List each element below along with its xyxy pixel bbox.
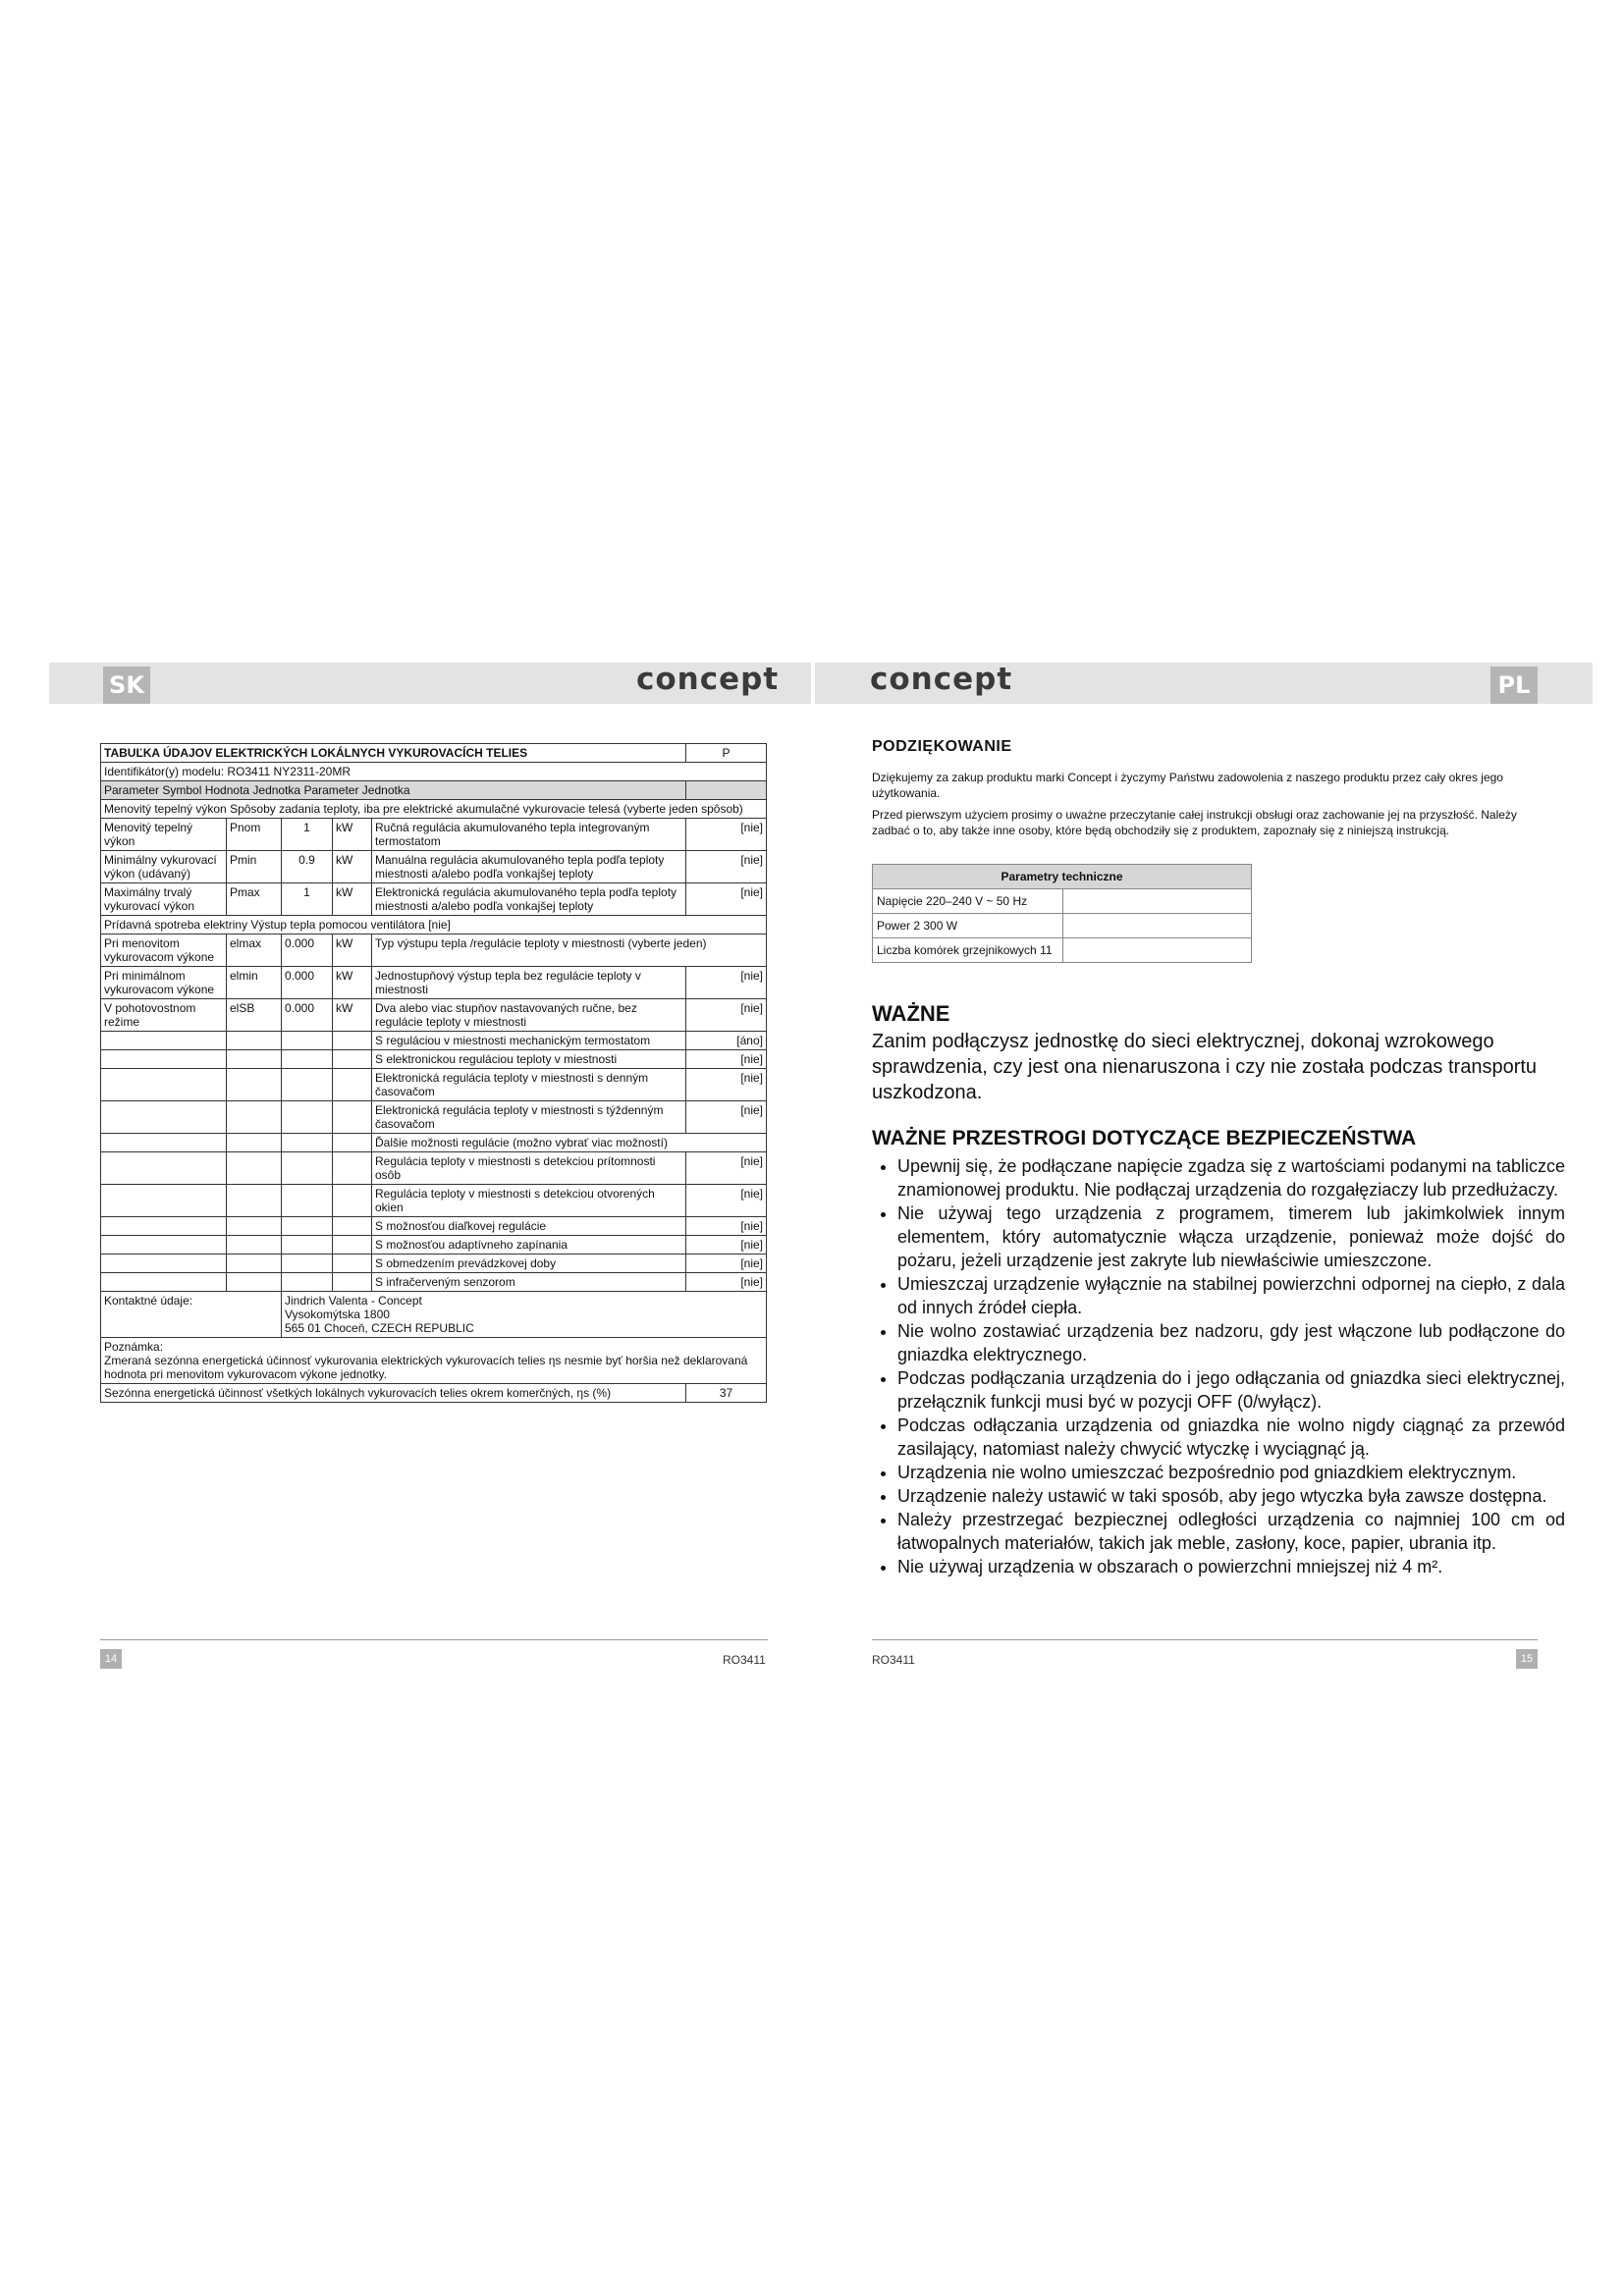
answer-cell: [nie] [686, 1217, 767, 1236]
desc-cell: Jednostupňový výstup tepla bez regulácie teploty v miestnosti [372, 967, 686, 999]
desc-cell: S možnosťou adaptívneho zapínania [372, 1236, 686, 1255]
answer-cell: [nie] [686, 1255, 767, 1273]
table-row [101, 819, 767, 851]
symbol-cell: Pmin [227, 851, 282, 883]
safety-list [872, 1154, 1565, 1578]
answer-cell: [nie] [686, 1101, 767, 1134]
table-title: TABUĽKA ÚDAJOV ELEKTRICKÝCH LOKÁLNYCH VYKUROVACÍCH TELIES [101, 744, 686, 763]
value-cell: 0.000 [282, 934, 333, 967]
brand-logo-right: concept [870, 662, 1013, 697]
desc-cell: Regulácia teploty v miestnosti s detekciou prítomnosti osôb [372, 1152, 686, 1185]
sk-data-table [100, 743, 767, 1403]
desc-cell: Elektronická regulácia akumulovaného tepla podľa teploty miestnosti a/alebo podľa vonkajšej teploty [372, 883, 686, 916]
desc-cell: S obmedzením prevádzkovej doby [372, 1255, 686, 1273]
table-row [101, 1050, 767, 1069]
seasonal-row [101, 1384, 767, 1403]
table-row [101, 851, 767, 883]
heat-output-label: Menovitý tepelný výkon Spôsoby zadania teploty, iba pre elektrické akumulačné vykurovacie telesá (vyberte jeden spôsob) [101, 800, 767, 819]
page-number-left: 14 [100, 1649, 122, 1669]
symbol-cell: Pmax [227, 883, 282, 916]
value-cell: 0.000 [282, 967, 333, 999]
footer-divider-right [872, 1639, 1538, 1640]
seasonal-label: Sezónna energetická účinnosť všetkých lokálnych vykurovacích telies okrem komerčných, ηs (%) [101, 1384, 686, 1403]
desc-cell: Dva alebo viac stupňov nastavovaných ručne, bez regulácie teploty v miestnosti [372, 999, 686, 1032]
thanks-heading: PODZIĘKOWANIE [872, 738, 1012, 755]
answer-cell: [nie] [686, 1050, 767, 1069]
desc-cell: Manuálna regulácia akumulovaného tepla podľa teploty miestnosti a/alebo podľa vonkajšej teploty [372, 851, 686, 883]
note-label: Poznámka: [104, 1340, 164, 1354]
param-cell: Napięcie 220–240 V ~ 50 Hz [873, 889, 1063, 914]
list-item: • Upewnij się, że podłączane napięcie zgadza się z wartościami podanymi na tabliczce znamionowej produktu. Nie podłączaj urządzenia do rozgałęziaczy lub przedłużaczy. [897, 1154, 1565, 1201]
list-item: • Urządzenia nie wolno umieszczać bezpośrednio pod gniazdkiem elektrycznym. [897, 1461, 1565, 1484]
unit-cell: kW [333, 851, 372, 883]
answer-cell: [nie] [686, 1236, 767, 1255]
param-cell: Power 2 300 W [873, 914, 1063, 938]
symbol-cell: Pnom [227, 819, 282, 851]
answer-cell: [nie] [686, 999, 767, 1032]
param-cell: Pri menovitom vykurovacom výkone [101, 934, 227, 967]
list-item: • Podczas podłączania urządzenia do i jego odłączania od gniazdka sieci elektrycznej, przełącznik funkcji musi być w pozycji OFF (0/wyłącz). [897, 1366, 1565, 1414]
answer-cell: [nie] [686, 1152, 767, 1185]
list-item: • Nie używaj tego urządzenia z programem, timerem lub jakimkolwiek innym elementem, który automatycznie włącza urządzenie, ponieważ może dojść do pożaru, jeżeli urządzenie jest zakryte lub niewłaściwie umieszczone. [897, 1201, 1565, 1272]
list-item: • Nie wolno zostawiać urządzenia bez nadzoru, gdy jest włączone lub podłączone do gniazdka elektrycznego. [897, 1319, 1565, 1366]
important-heading: WAŻNE [872, 1001, 950, 1026]
unit-cell: kW [333, 999, 372, 1032]
intro-paragraph-1: Dziękujemy za zakup produktu marki Concept i życzymy Państwu zadowolenia z naszego produktu przez cały okres jego użytkowania. [872, 771, 1503, 800]
important-text: Zanim podłączysz jednostkę do sieci elektrycznej, dokonaj wzrokowego sprawdzenia, czy jest ona nienaruszona i czy nie została podczas transportu uszkodzona. [872, 1031, 1538, 1103]
list-item: • Umieszczaj urządzenie wyłącznie na stabilnej powierzchni odpornej na ciepło, z dala od innych źródeł ciepła. [897, 1272, 1565, 1319]
table-row [873, 889, 1252, 914]
answer-cell: [nie] [686, 1273, 767, 1292]
language-badge-pl: PL [1490, 667, 1538, 704]
contact-details [282, 1292, 767, 1338]
unit-cell: kW [333, 819, 372, 851]
answer-cell: [nie] [686, 967, 767, 999]
answer-cell: [nie] [686, 819, 767, 851]
table-row [873, 914, 1252, 938]
table-row [101, 967, 767, 999]
note-cell [101, 1338, 767, 1384]
param-cell: V pohotovostnom režime [101, 999, 227, 1032]
table-title-row [101, 744, 767, 763]
params-title: Parametry techniczne [873, 865, 1252, 889]
desc-cell: S reguláciou v miestnosti mechanickým termostatom [372, 1032, 686, 1050]
footer-divider-left [100, 1639, 768, 1640]
list-item: • Należy przestrzegać bezpiecznej odległości urządzenia co najmniej 100 cm od łatwopalnych materiałów, takich jak meble, zasłony, koce, papier, ubrania itp. [897, 1508, 1565, 1555]
table-row [101, 1134, 767, 1152]
answer-cell: [nie] [686, 1069, 767, 1101]
table-title-p: P [686, 744, 767, 763]
param-cell: Pri minimálnom vykurovacom výkone [101, 967, 227, 999]
param-cell: Liczba komórek grzejnikowych 11 [873, 938, 1063, 963]
symbol-cell: elmax [227, 934, 282, 967]
param-cell: Maximálny trvalý vykurovací výkon [101, 883, 227, 916]
aux-label: Prídavná spotreba elektriny Výstup tepla pomocou ventilátora [nie] [101, 916, 767, 934]
list-item: • Nie używaj urządzenia w obszarach o powierzchni mniejszej niż 4 m². [897, 1555, 1565, 1578]
symbol-cell: elSB [227, 999, 282, 1032]
desc-cell: S infračerveným senzorom [372, 1273, 686, 1292]
contact-street: Vysokomýtska 1800 [285, 1308, 390, 1321]
table-row [101, 1236, 767, 1255]
language-badge-sk: SK [103, 667, 150, 704]
table-row [101, 1185, 767, 1217]
technical-params-table [872, 864, 1252, 963]
model-identifier: Identifikátor(y) modelu: RO3411 NY2311-20MR [101, 763, 767, 781]
note-text: Zmeraná sezónna energetická účinnosť vykurovania elektrických vykurovacích telies ηs nesmie byť horšia než deklarovaná hodnota pri menovitom vykurovacom výkone jednotky. [104, 1354, 748, 1381]
contact-city: 565 01 Choceň, CZECH REPUBLIC [285, 1321, 474, 1335]
answer-cell: [nie] [686, 1185, 767, 1217]
intro-paragraph-2: Przed pierwszym użyciem prosimy o uważne przeczytanie całej instrukcji obsługi oraz zachowanie jej na przyszłość. Należy zadbać o to, aby także inne osoby, które będą obchodziły się z produktem, zapoznały się z niniejszą instrukcją. [872, 808, 1517, 837]
table-row [873, 938, 1252, 963]
table-row [101, 1069, 767, 1101]
header-labels: Parameter Symbol Hodnota Jednotka Parameter Jednotka [101, 781, 686, 800]
param-cell: Minimálny vykurovací výkon (udávaný) [101, 851, 227, 883]
page-number-right: 15 [1516, 1649, 1538, 1669]
model-label-right: RO3411 [872, 1653, 915, 1667]
value-cell: 0.9 [282, 851, 333, 883]
desc-cell: Elektronická regulácia teploty v miestnosti s týždenným časovačom [372, 1101, 686, 1134]
heat-output-row [101, 800, 767, 819]
contact-label: Kontaktné údaje: [101, 1292, 282, 1338]
table-row [101, 1255, 767, 1273]
desc-cell: Ďalšie možnosti regulácie (možno vybrať viac možností) [372, 1134, 767, 1152]
aux-row [101, 916, 767, 934]
desc-cell: Ručná regulácia akumulovaného tepla integrovaným termostatom [372, 819, 686, 851]
seasonal-value: 37 [686, 1384, 767, 1403]
model-row [101, 763, 767, 781]
symbol-cell: elmin [227, 967, 282, 999]
table-row [101, 1217, 767, 1236]
table-row [101, 934, 767, 967]
table-row [101, 1101, 767, 1134]
header-row [101, 781, 767, 800]
model-label-left: RO3411 [723, 1653, 766, 1667]
contact-name: Jindrich Valenta - Concept [285, 1294, 422, 1308]
desc-cell: Elektronická regulácia teploty v miestnosti s denným časovačom [372, 1069, 686, 1101]
intro-text [872, 770, 1540, 844]
list-item: • Urządzenie należy ustawić w taki sposób, aby jego wtyczka była zawsze dostępna. [897, 1484, 1565, 1508]
value-cell: 1 [282, 819, 333, 851]
brand-logo-left: concept [636, 662, 780, 697]
desc-cell: Regulácia teploty v miestnosti s detekciou otvorených okien [372, 1185, 686, 1217]
note-row [101, 1338, 767, 1384]
unit-cell: kW [333, 883, 372, 916]
value-cell: 1 [282, 883, 333, 916]
table-row [101, 1152, 767, 1185]
safety-heading: WAŻNE PRZESTROGI DOTYCZĄCE BEZPIECZEŃSTWA [872, 1127, 1417, 1149]
answer-cell: [nie] [686, 883, 767, 916]
unit-cell: kW [333, 967, 372, 999]
desc-cell: Typ výstupu tepla /regulácie teploty v miestnosti (vyberte jeden) [372, 934, 767, 967]
value-cell: 0.000 [282, 999, 333, 1032]
desc-cell: S možnosťou diaľkovej regulácie [372, 1217, 686, 1236]
answer-cell: [áno] [686, 1032, 767, 1050]
list-item: • Podczas odłączania urządzenia od gniazdka nie wolno nigdy ciągnąć za przewód zasilający, natomiast należy chwycić wtyczkę i wyciągnąć ją. [897, 1414, 1565, 1461]
param-cell: Menovitý tepelný výkon [101, 819, 227, 851]
table-row [101, 1032, 767, 1050]
answer-cell: [nie] [686, 851, 767, 883]
unit-cell: kW [333, 934, 372, 967]
desc-cell: S elektronickou reguláciou teploty v miestnosti [372, 1050, 686, 1069]
table-row [101, 1273, 767, 1292]
contact-row [101, 1292, 767, 1338]
table-row [101, 999, 767, 1032]
table-row [101, 883, 767, 916]
